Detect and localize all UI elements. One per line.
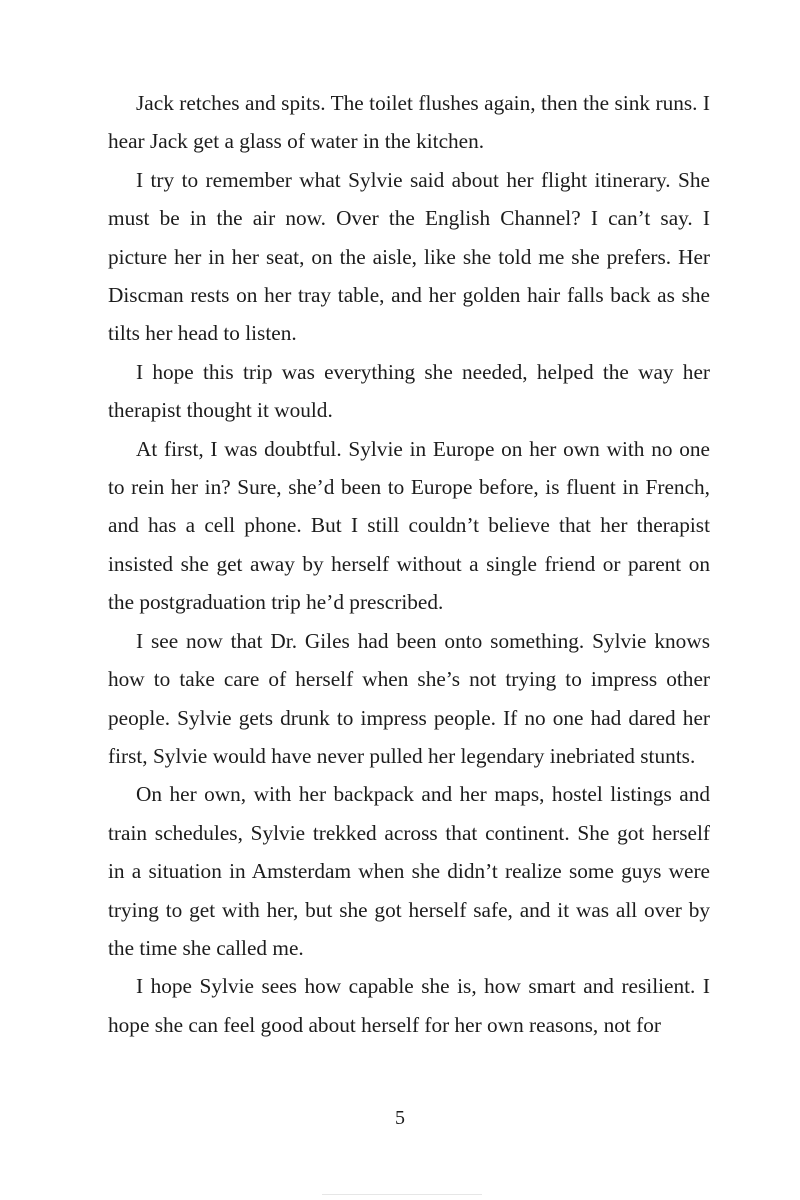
footer-divider [322, 1194, 482, 1195]
page-number: 5 [395, 1107, 405, 1129]
paragraph-7: I hope Sylvie sees how capable she is, how smart and resilient. I hope she can feel good about herself for her own reasons, not for [108, 974, 710, 1037]
paragraph-1: Jack retches and spits. The toilet flushes again, then the sink runs. I hear Jack get a glass of water in the kitchen. [108, 91, 710, 154]
book-page-body [108, 84, 710, 1044]
paragraph-6: On her own, with her backpack and her maps, hostel listings and train schedules, Sylvie trekked across that continent. She got herself in a situation in Amsterdam when she didn’t realize some guys were trying to get with her, but she got herself safe, and it was all over by the time she called me. [108, 782, 710, 960]
paragraph-2: I try to remember what Sylvie said about her flight itinerary. She must be in the air now. Over the English Channel? I can’t say. I picture her in her seat, on the aisle, like she told me she prefers. Her Discman rests on her tray table, and her golden hair falls back as she tilts her head to listen. [108, 167, 710, 346]
paragraph-5: I see now that Dr. Giles had been onto something. Sylvie knows how to take care of herself when she’s not trying to impress other people. Sylvie gets drunk to impress people. If no one had dared her first, Sylvie would have never pulled her legendary inebriated stunts. [108, 628, 710, 768]
paragraph-4: At first, I was doubtful. Sylvie in Europe on her own with no one to rein her in? Sure, she’d been to Europe before, is fluent in French, and has a cell phone. But I still couldn’t believe that her therapist insisted she get away by herself without a single friend or parent on the postgraduation trip he’d prescribed. [108, 436, 710, 615]
paragraph-3: I hope this trip was everything she needed, helped the way her therapist thought it would. [108, 359, 710, 423]
